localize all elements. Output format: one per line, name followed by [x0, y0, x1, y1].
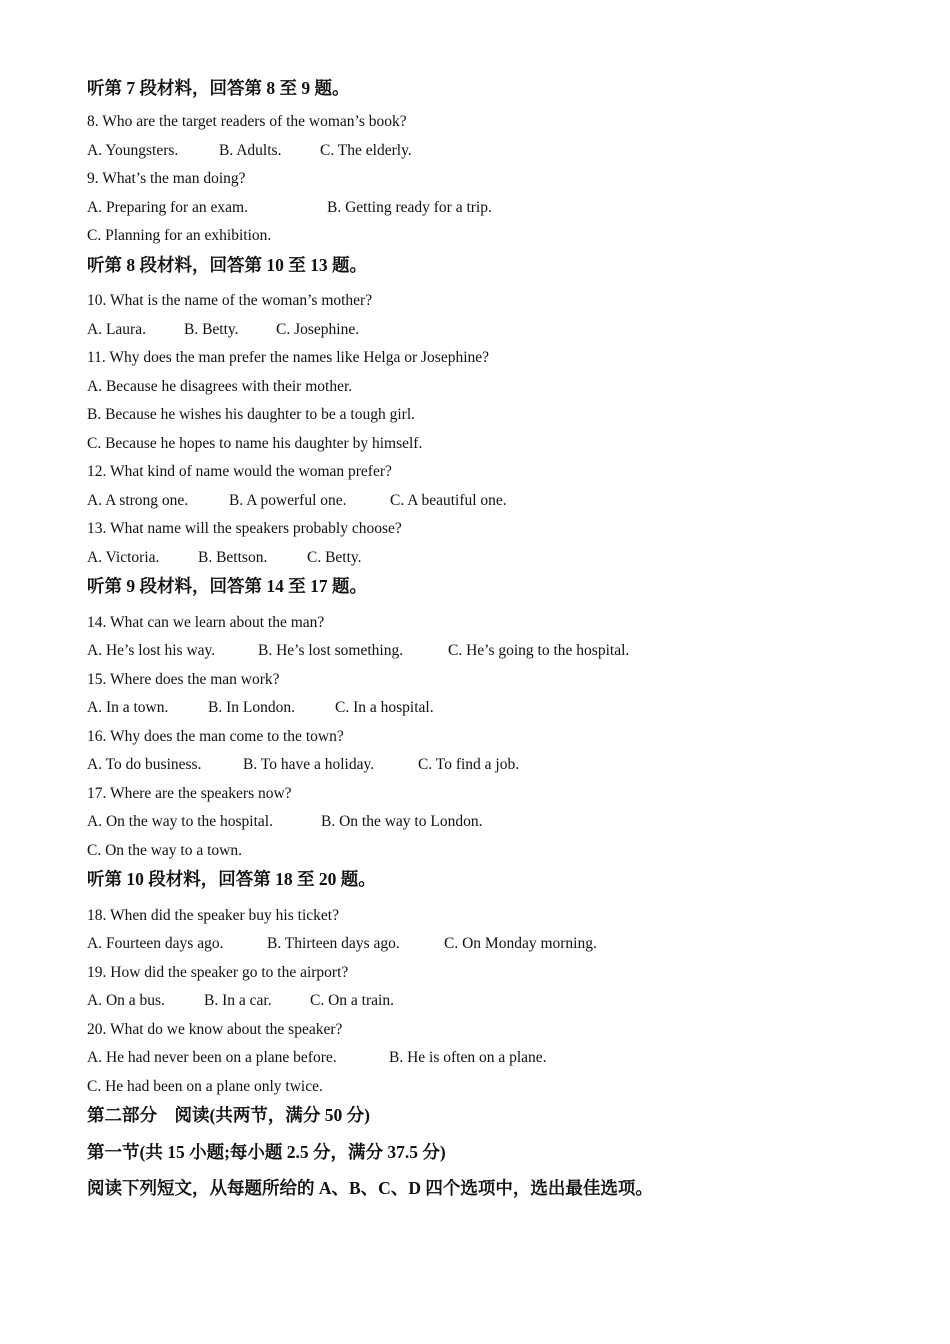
option-11a: A. Because he disagrees with their mother. — [87, 377, 353, 395]
part-two-title: 第二部分 阅读(共两节，满分 50 分) — [87, 1105, 370, 1125]
option-19c: C. On a train. — [310, 992, 394, 1009]
options-10 — [87, 316, 887, 345]
option-15c: C. In a hospital. — [335, 699, 434, 716]
option-9c: C. Planning for an exhibition. — [87, 227, 272, 244]
option-14a: A. He’s lost his way. — [87, 642, 216, 659]
option-14b: B. He’s lost something. — [258, 642, 404, 659]
option-10a: A. Laura. — [87, 320, 146, 338]
section-heading-7: 听第 7 段材料，回答第 8 至 9 题。 — [87, 78, 350, 98]
question-16: 16. Why does the man come to the town? — [87, 727, 344, 745]
option-15b: B. In London. — [208, 699, 295, 716]
option-11c: C. Because he hopes to name his daughter by himself. — [87, 434, 423, 452]
option-13b: B. Bettson. — [198, 548, 268, 566]
option-13c: C. Betty. — [307, 548, 362, 566]
options-14 — [87, 637, 887, 666]
question-12: 12. What kind of name would the woman prefer? — [87, 463, 392, 480]
option-12b: B. A powerful one. — [229, 491, 347, 509]
question-14: 14. What can we learn about the man? — [87, 613, 325, 631]
options-18 — [87, 930, 887, 959]
question-20: 20. What do we know about the speaker? — [87, 1020, 343, 1038]
question-8: 8. Who are the target readers of the woman’s book? — [87, 113, 407, 130]
option-10c: C. Josephine. — [276, 320, 360, 338]
option-19a: A. On a bus. — [87, 992, 165, 1009]
option-20c: C. He had been on a plane only twice. — [87, 1077, 323, 1095]
option-8a: A. Youngsters. — [87, 141, 179, 159]
options-16 — [87, 751, 887, 780]
option-12c: C. A beautiful one. — [390, 491, 507, 509]
option-17c: C. On the way to a town. — [87, 841, 242, 859]
option-18a: A. Fourteen days ago. — [87, 935, 224, 952]
option-8b: B. Adults. — [219, 141, 282, 159]
option-17b: B. On the way to London. — [321, 813, 483, 830]
part-two-section-one: 第一节(共 15 小题;每小题 2.5 分，满分 37.5 分) — [87, 1141, 446, 1162]
option-19b: B. In a car. — [204, 992, 272, 1009]
option-15a: A. In a town. — [87, 699, 169, 716]
options-20-row1 — [87, 1044, 887, 1073]
question-11: 11. Why does the man prefer the names like Helga or Josephine? — [87, 349, 490, 366]
option-14c: C. He’s going to the hospital. — [448, 642, 630, 659]
question-17: 17. Where are the speakers now? — [87, 784, 292, 802]
section-heading-10: 听第 10 段材料，回答第 18 至 20 题。 — [87, 869, 376, 889]
option-20a: A. He had never been on a plane before. — [87, 1049, 337, 1066]
options-12 — [87, 487, 887, 516]
options-19 — [87, 987, 887, 1016]
options-17-row1 — [87, 808, 887, 837]
option-9b: B. Getting ready for a trip. — [327, 198, 492, 216]
options-15 — [87, 694, 887, 723]
option-10b: B. Betty. — [184, 320, 239, 338]
option-18c: C. On Monday morning. — [444, 935, 597, 952]
option-16a: A. To do business. — [87, 756, 202, 773]
option-12a: A. A strong one. — [87, 491, 189, 509]
option-11b: B. Because he wishes his daughter to be a tough girl. — [87, 406, 416, 423]
section-heading-8: 听第 8 段材料，回答第 10 至 13 题。 — [87, 254, 367, 275]
question-18: 18. When did the speaker buy his ticket? — [87, 906, 339, 924]
option-13a: A. Victoria. — [87, 548, 160, 566]
options-8 — [87, 137, 887, 166]
exam-page — [87, 74, 887, 1211]
option-16b: B. To have a holiday. — [243, 756, 375, 773]
question-15: 15. Where does the man work? — [87, 670, 280, 688]
options-9-row1 — [87, 194, 887, 223]
question-10: 10. What is the name of the woman’s mother? — [87, 292, 373, 309]
options-13 — [87, 544, 887, 573]
option-18b: B. Thirteen days ago. — [267, 935, 400, 952]
option-20b: B. He is often on a plane. — [389, 1049, 547, 1066]
section-heading-9: 听第 9 段材料，回答第 14 至 17 题。 — [87, 576, 367, 596]
option-8c: C. The elderly. — [320, 141, 412, 159]
option-9a: A. Preparing for an exam. — [87, 198, 248, 216]
question-9: 9. What’s the man doing? — [87, 170, 246, 187]
part-two-instruction: 阅读下列短文，从每题所给的 A、B、C、D 四个选项中，选出最佳选项。 — [87, 1178, 653, 1198]
question-19: 19. How did the speaker go to the airport? — [87, 963, 349, 981]
option-16c: C. To find a job. — [418, 756, 520, 773]
option-17a: A. On the way to the hospital. — [87, 813, 273, 830]
question-13: 13. What name will the speakers probably choose? — [87, 520, 402, 537]
